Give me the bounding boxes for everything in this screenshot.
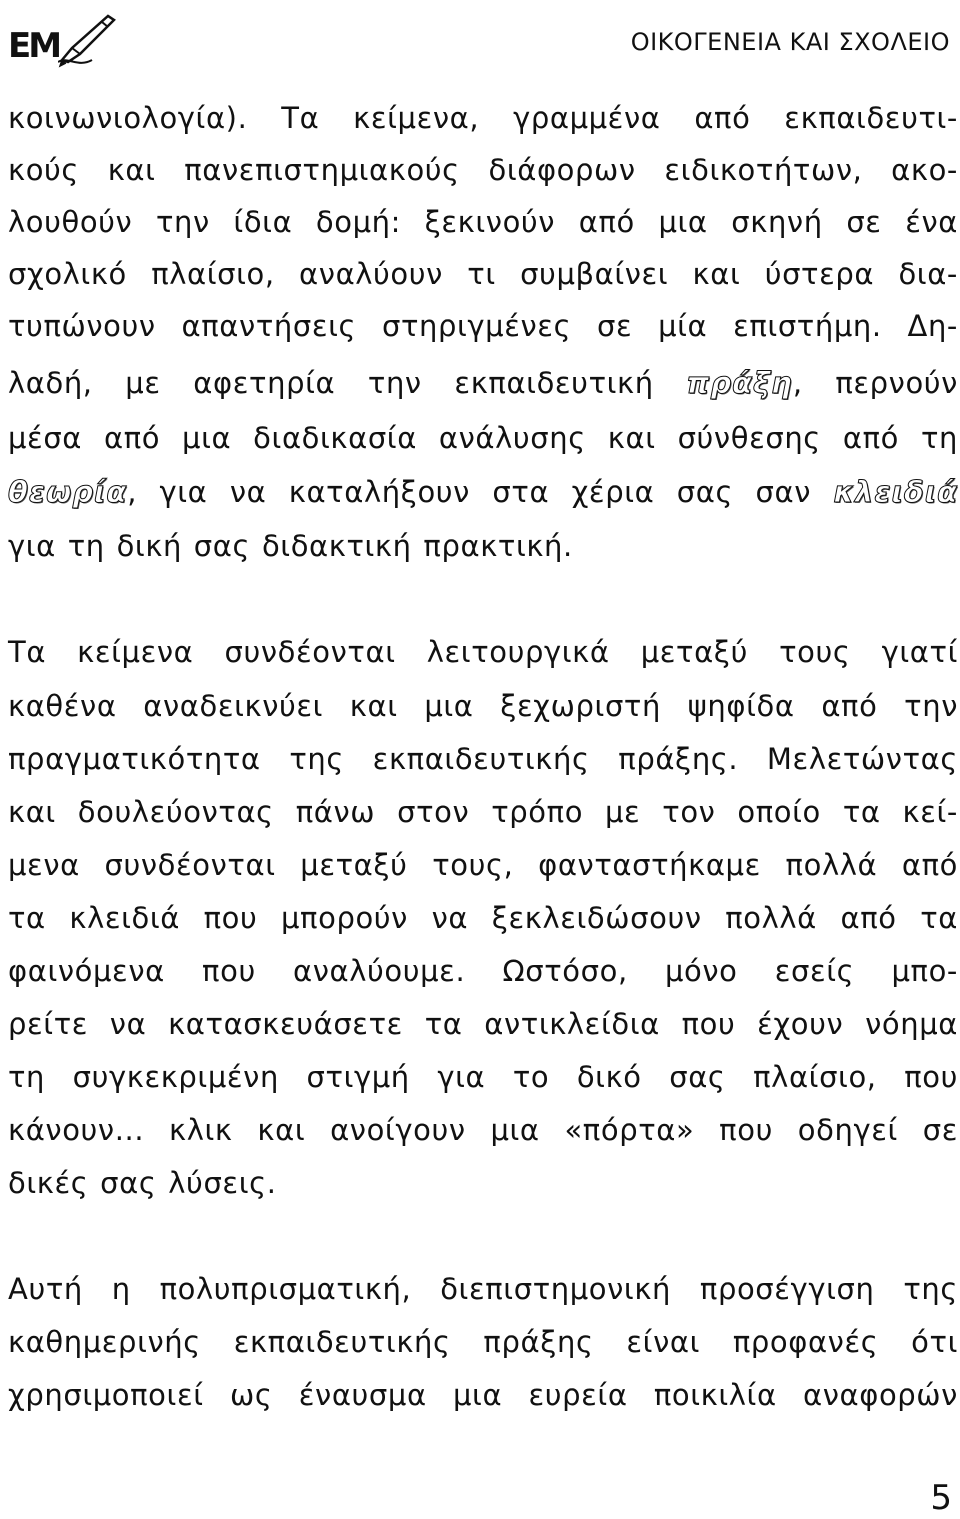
text-line: τη συγκεκριμένη στιγμή για το δικό σας πλαίσιο, που	[8, 1060, 958, 1094]
text-segment: λαδή, με αφετηρία την εκπαιδευτική	[8, 366, 654, 400]
text-segment: , περνούν	[792, 366, 958, 400]
text-line: και δουλεύοντας πάνω στον τρόπο με τον οποίο τα κεί-	[8, 795, 958, 829]
text-line: φαινόμενα που αναλύουμε. Ωστόσο, μόνο εσείς μπο-	[8, 954, 958, 988]
keyword-theoria: θεωρία	[8, 475, 128, 509]
text-line: δικές σας λύσεις.	[8, 1166, 277, 1200]
text-line: σχολικό πλαίσιο, αναλύουν τι συμβαίνει και ύστερα δια-	[8, 257, 958, 291]
text-line: καθένα αναδεικνύει και μια ξεχωριστή ψηφίδα από την	[8, 689, 958, 723]
text-segment: , για να καταλήξουν στα χέρια σας σαν	[127, 475, 812, 509]
text-line: τα κλειδιά που μπορούν να ξεκλειδώσουν πολλά από τα	[8, 901, 958, 935]
text-line: χρησιμοποιεί ως έναυσμα μια ευρεία ποικιλία αναφορών	[8, 1378, 958, 1412]
page-number: 5	[930, 1478, 952, 1518]
text-line: τυπώνουν απαντήσεις στηριγμένες σε μία επιστήμη. Δη-	[8, 309, 958, 343]
page-header	[0, 0, 960, 80]
text-line: κούς και πανεπιστημιακούς διάφορων ειδικοτήτων, ακο-	[8, 153, 958, 187]
text-line: πραγματικότητα της εκπαιδευτικής πράξης. Μελετώντας	[8, 742, 958, 776]
text-line: για τη δική σας διδακτική πρακτική.	[8, 529, 573, 563]
text-line	[8, 357, 958, 409]
text-line: λουθούν την ίδια δομή: ξεκινούν από μια σκηνή σε ένα	[8, 205, 958, 239]
text-line: καθημερινής εκπαιδευτικής πράξης είναι προφανές ότι	[8, 1325, 958, 1359]
logo-text: EM	[8, 26, 60, 66]
text-line	[8, 466, 958, 518]
text-line: Τα κείμενα συνδέονται λειτουργικά μεταξύ τους γιατί	[8, 635, 958, 669]
text-line: κοινωνιολογία). Τα κείμενα, γραμμένα από εκπαιδευτι-	[8, 101, 958, 135]
text-line: μέσα από μια διαδικασία ανάλυσης και σύνθεσης από τη	[8, 421, 958, 455]
keyword-kleidia: κλειδιά	[833, 475, 958, 509]
running-title: ΟΙΚΟΓΕΝΕΙΑ ΚΑΙ ΣΧΟΛΕΙΟ	[630, 28, 950, 56]
pen-icon	[58, 10, 120, 68]
text-line: ρείτε να κατασκευάσετε τα αντικλείδια που έχουν νόημα	[8, 1007, 958, 1041]
text-line: μενα συνδέονται μεταξύ τους, φανταστήκαμε πολλά από	[8, 848, 958, 882]
text-line: κάνουν... κλικ και ανοίγουν μια «πόρτα» που οδηγεί σε	[8, 1113, 958, 1147]
keyword-praxi: πράξη	[686, 366, 793, 400]
logo	[8, 10, 118, 70]
text-line: Αυτή η πολυπρισματική, διεπιστημονική προσέγγιση της	[8, 1272, 958, 1306]
